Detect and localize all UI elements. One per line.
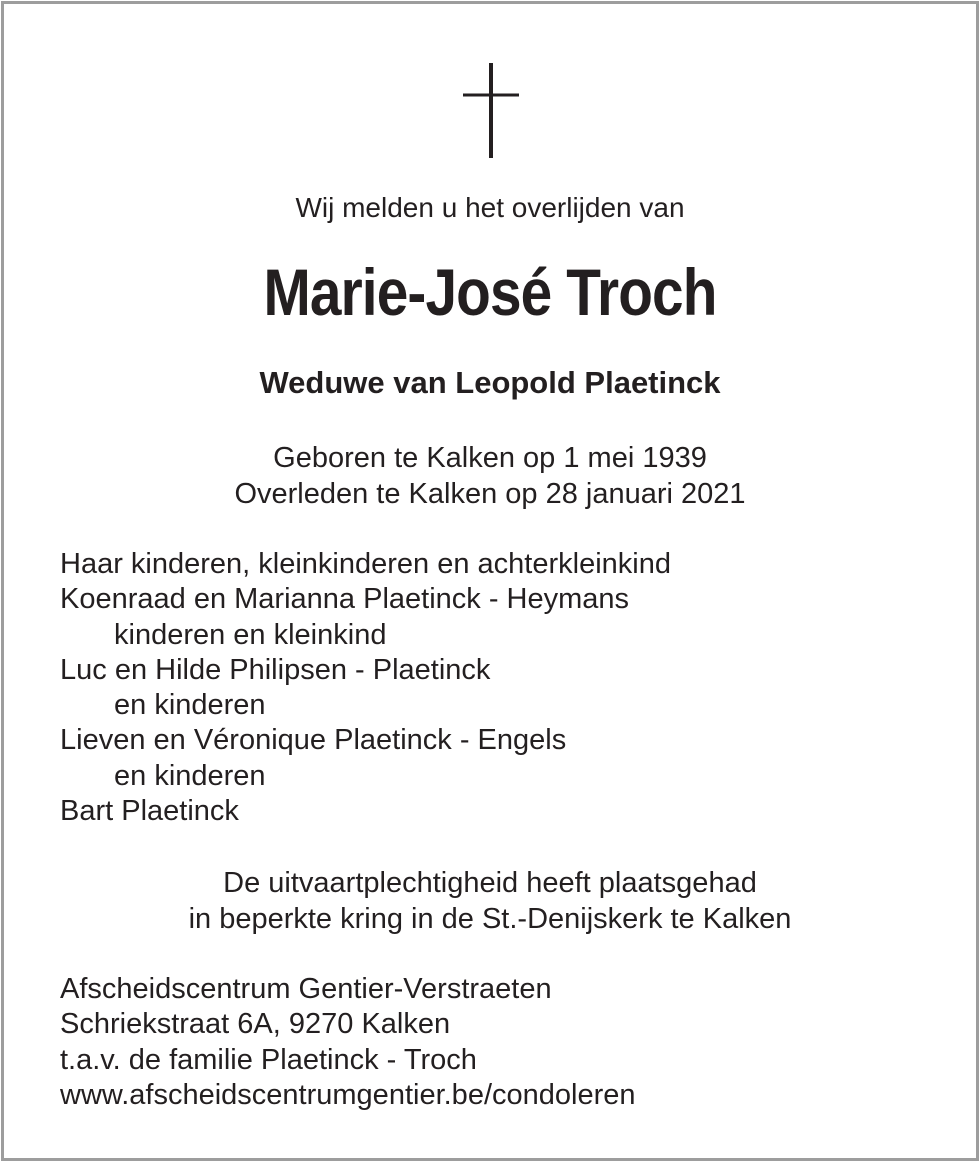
life-dates xyxy=(0,440,980,512)
cross-icon xyxy=(0,0,980,170)
ceremony-line: in beperkte kring in de St.-Denijskerk te Kalken xyxy=(188,902,792,935)
family-line: Bart Plaetinck xyxy=(60,795,239,828)
family-line: Koenraad en Marianna Plaetinck - Heymans xyxy=(60,583,630,616)
funeral-home-name: Afscheidscentrum Gentier-Verstraeten xyxy=(60,973,552,1005)
attention-line: t.a.v. de familie Plaetinck - Troch xyxy=(60,1043,477,1076)
funeral-home-contact xyxy=(60,972,636,1113)
family-list xyxy=(60,547,671,829)
ceremony-line: De uitvaartplechtigheid heeft plaatsgehad xyxy=(223,867,757,899)
birth-line: Geboren te Kalken op 1 mei 1939 xyxy=(273,442,707,474)
family-line: en kinderen xyxy=(114,759,266,792)
family-line: Lieven en Véronique Plaetinck - Engels xyxy=(60,724,567,757)
funeral-home-address: Schriekstraat 6A, 9270 Kalken xyxy=(60,1008,451,1041)
family-line: en kinderen xyxy=(114,689,266,722)
deceased-name: Marie-José Troch xyxy=(263,255,717,329)
announcement-intro: Wij melden u het overlijden van xyxy=(295,192,685,223)
family-heading: Haar kinderen, kleinkinderen en achterkleinkind xyxy=(60,548,671,580)
death-line: Overleden te Kalken op 28 januari 2021 xyxy=(234,478,746,510)
widow-of: Weduwe van Leopold Plaetinck xyxy=(259,365,721,400)
condolence-website-link[interactable]: www.afscheidscentrumgentier.be/condoleren xyxy=(60,1078,636,1111)
family-line: kinderen en kleinkind xyxy=(114,618,387,651)
ceremony-note xyxy=(0,866,980,937)
family-line: Luc en Hilde Philipsen - Plaetinck xyxy=(60,653,491,686)
